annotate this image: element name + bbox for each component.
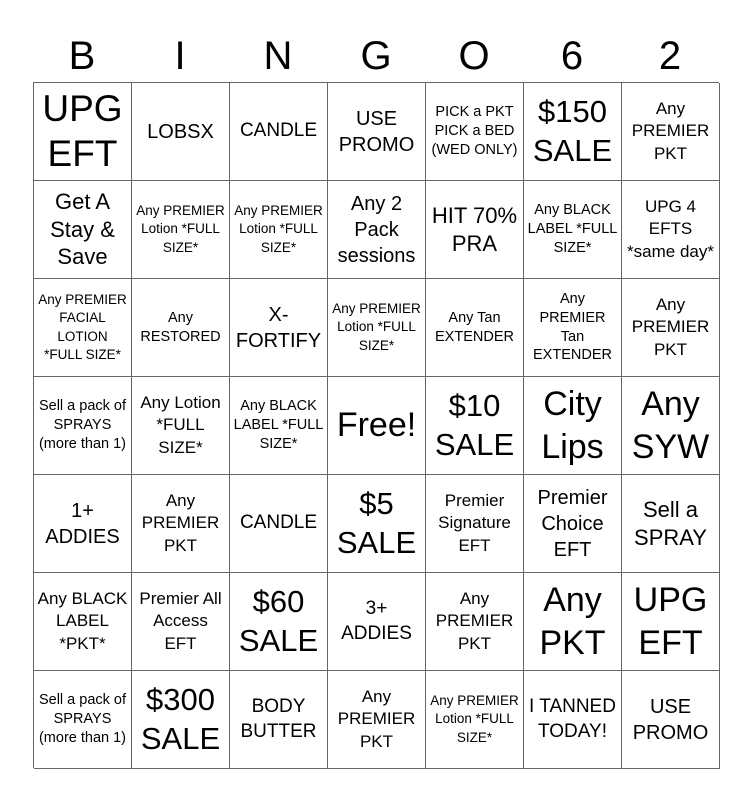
bingo-cell[interactable]: UPG EFT: [622, 573, 720, 671]
bingo-cell[interactable]: BODY BUTTER: [230, 671, 328, 769]
bingo-cell[interactable]: Sell a pack of SPRAYS (more than 1): [34, 671, 132, 769]
bingo-cell[interactable]: Any PREMIER PKT: [426, 573, 524, 671]
bingo-cell[interactable]: Any Tan EXTENDER: [426, 279, 524, 377]
bingo-cell[interactable]: PICK a PKT PICK a BED (WED ONLY): [426, 83, 524, 181]
bingo-cell[interactable]: I TANNED TODAY!: [524, 671, 622, 769]
bingo-cell[interactable]: Any BLACK LABEL *FULL SIZE*: [524, 181, 622, 279]
bingo-cell[interactable]: Any BLACK LABEL *PKT*: [34, 573, 132, 671]
bingo-cell[interactable]: Premier Signature EFT: [426, 475, 524, 573]
bingo-cell[interactable]: Premier Choice EFT: [524, 475, 622, 573]
bingo-cell[interactable]: $5 SALE: [328, 475, 426, 573]
bingo-cell[interactable]: 3+ ADDIES: [328, 573, 426, 671]
bingo-cell[interactable]: Any PREMIER PKT: [622, 83, 720, 181]
bingo-cell[interactable]: $150 SALE: [524, 83, 622, 181]
bingo-cell[interactable]: Any 2 Pack sessions: [328, 181, 426, 279]
bingo-cell[interactable]: Any PREMIER Lotion *FULL SIZE*: [426, 671, 524, 769]
header-letter-b: B: [68, 34, 96, 78]
bingo-cell[interactable]: Any Lotion *FULL SIZE*: [132, 377, 230, 475]
bingo-cell[interactable]: Premier All Access EFT: [132, 573, 230, 671]
header-letter-g: G: [360, 34, 392, 78]
bingo-cell[interactable]: Any RESTORED: [132, 279, 230, 377]
bingo-cell[interactable]: Any SYW: [622, 377, 720, 475]
header-digit-6: 6: [560, 34, 584, 78]
bingo-cell[interactable]: CANDLE: [230, 83, 328, 181]
bingo-cell[interactable]: Any BLACK LABEL *FULL SIZE*: [230, 377, 328, 475]
bingo-header: [33, 30, 719, 82]
bingo-cell[interactable]: $10 SALE: [426, 377, 524, 475]
bingo-cell[interactable]: X-FORTIFY: [230, 279, 328, 377]
bingo-cell[interactable]: Sell a pack of SPRAYS (more than 1): [34, 377, 132, 475]
bingo-cell[interactable]: $60 SALE: [230, 573, 328, 671]
header-letter-n: N: [263, 34, 293, 78]
bingo-cell[interactable]: UPG EFT: [34, 83, 132, 181]
bingo-cell[interactable]: USE PROMO: [328, 83, 426, 181]
bingo-cell[interactable]: USE PROMO: [622, 671, 720, 769]
header-letter-o: O: [458, 34, 490, 78]
bingo-cell[interactable]: Any PREMIER PKT: [328, 671, 426, 769]
bingo-cell[interactable]: Any PKT: [524, 573, 622, 671]
bingo-cell[interactable]: CANDLE: [230, 475, 328, 573]
bingo-cell[interactable]: Any PREMIER FACIAL LOTION *FULL SIZE*: [34, 279, 132, 377]
bingo-cell[interactable]: UPG 4 EFTS *same day*: [622, 181, 720, 279]
bingo-cell[interactable]: Any PREMIER Lotion *FULL SIZE*: [328, 279, 426, 377]
bingo-cell[interactable]: Any PREMIER PKT: [622, 279, 720, 377]
bingo-cell[interactable]: LOBSX: [132, 83, 230, 181]
bingo-cell[interactable]: Any PREMIER Lotion *FULL SIZE*: [230, 181, 328, 279]
bingo-cell[interactable]: 1+ ADDIES: [34, 475, 132, 573]
bingo-cell[interactable]: Sell a SPRAY: [622, 475, 720, 573]
free-space-cell[interactable]: Free!: [328, 377, 426, 475]
header-digit-2: 2: [658, 34, 682, 78]
header-letter-i: I: [174, 34, 186, 78]
bingo-cell[interactable]: Any PREMIER Tan EXTENDER: [524, 279, 622, 377]
bingo-cell[interactable]: $300 SALE: [132, 671, 230, 769]
bingo-card-grid: [33, 82, 719, 768]
bingo-cell[interactable]: HIT 70% PRA: [426, 181, 524, 279]
bingo-cell[interactable]: City Lips: [524, 377, 622, 475]
bingo-cell[interactable]: Get A Stay & Save: [34, 181, 132, 279]
bingo-cell[interactable]: Any PREMIER PKT: [132, 475, 230, 573]
bingo-cell[interactable]: Any PREMIER Lotion *FULL SIZE*: [132, 181, 230, 279]
